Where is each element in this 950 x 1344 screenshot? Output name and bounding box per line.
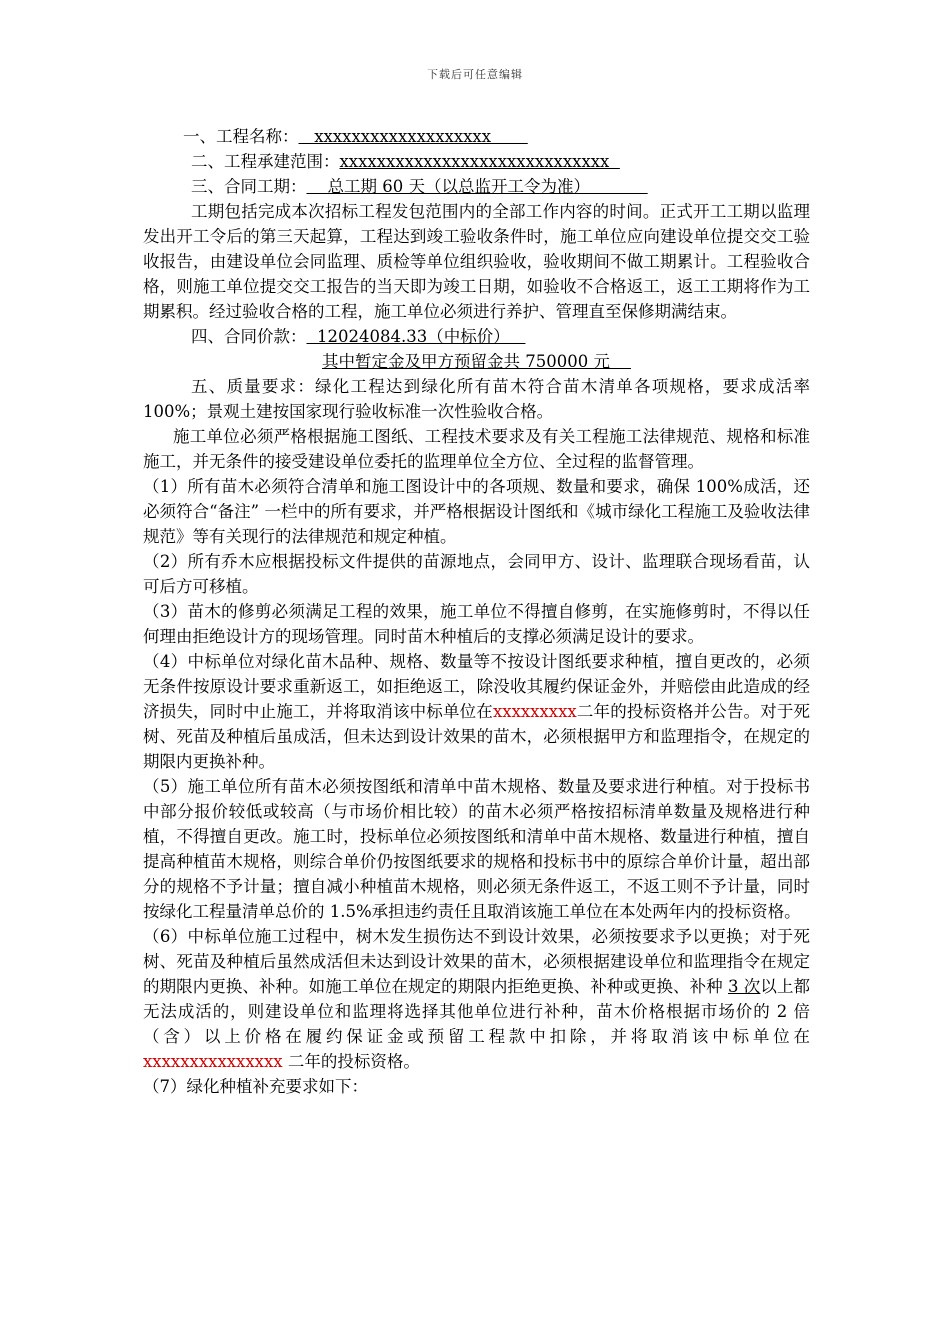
item-4-redacted-name: xxxxxxxxx: [492, 702, 577, 721]
item-4: [143, 649, 810, 774]
price-note: 其中暂定金及甲方预留金共 750000 元: [322, 352, 631, 371]
item-4-text-a: （4）中标单位对绿化苗木品种、规格、数量等不按设计图纸要求种植，擅自更改的，必须无条件按原设计要求重新返工，如拒绝返工，除没收其履约保证金外，并赔偿由此造成的经济损失，同时中止施工，并将取消该中标单位在: [143, 652, 810, 721]
price-note-line: [143, 349, 810, 374]
price-value: 12024084.33（中标价）: [306, 327, 526, 346]
scope-label: 二、工程承建范围：: [191, 152, 340, 171]
item-6-times: 3 次: [728, 977, 761, 996]
scope-line: [143, 149, 810, 174]
item-4-text-b: 二年的投标资格并公告。对于死树、死苗及种植后虽成活，但未达到设计效果的苗木，必须根据甲方和监理指令，在规定的期限内更换补种。: [143, 702, 811, 771]
price-label: 四、合同价款：: [191, 327, 307, 346]
general-paragraph: 施工单位必须严格根据施工图纸、工程技术要求及有关工程施工法律规范、规格和标准施工，并无条件的接受建设单位委托的监理单位全方位、全过程的监督管理。: [143, 427, 810, 471]
item-7: （7）绿化种植补充要求如下：: [143, 1077, 368, 1096]
item-6-text-b: 以上都无法成活的，则建设单位和监理将选择其他单位进行补种，苗木价格根据市场价的 2 倍（含）以上价格在履约保证金或预留工程款中扣除，并将取消该中标单位在: [143, 977, 810, 1046]
item-2: （2）所有乔木应根据投标文件提供的苗源地点，会同甲方、设计、监理联合现场看苗，认可后方可移植。: [143, 552, 810, 596]
document-body: [143, 124, 810, 1099]
period-paragraph: 工期包括完成本次招标工程发包范围内的全部工作内容的时间。正式开工工期以监理发出开工令后的第三天起算，工程达到竣工验收条件时，施工单位应向建设单位提交交工验收报告，由建设单位会同监理、质检等单位组织验收，验收期间不做工期累计。工程验收合格，则施工单位提交交工报告的当天即为竣工日期，如验收不合格返工，返工工期将作为工期累积。经过验收合格的工程，施工单位必须进行养护、管理直至保修期满结束。: [143, 202, 810, 321]
price-line: [143, 324, 810, 349]
period-value: 总工期 60 天（以总监开工令为准）: [306, 177, 648, 196]
item-6-text-c: 二年的投标资格。: [282, 1052, 420, 1071]
scope-value: xxxxxxxxxxxxxxxxxxxxxxxxxxxxx: [339, 152, 620, 171]
item-6: [143, 924, 810, 1074]
project-name-label: 一、工程名称：: [183, 127, 299, 146]
item-1: （1）所有苗木必须符合清单和施工图设计中的各项规、数量和要求，确保 100%成活，还必须符合“备注” 一栏中的所有要求，并严格根据设计图纸和《城市绿化工程施工及验收法律规范》等有关现行的法律规范和规定种植。: [143, 477, 810, 546]
period-line: [143, 174, 810, 199]
project-name-value: xxxxxxxxxxxxxxxxxxx: [298, 127, 528, 146]
period-label: 三、合同工期：: [191, 177, 307, 196]
page-header: 下载后可任意编辑: [427, 68, 523, 81]
project-name-line: [143, 124, 810, 149]
item-6-redacted-name: xxxxxxxxxxxxxxx: [143, 1052, 283, 1071]
item-5: （5）施工单位所有苗木必须按图纸和清单中苗木规格、数量及要求进行种植。对于投标书中部分报价较低或较高（与市场价相比较）的苗木必须严格按招标清单数量及规格进行种植，不得擅自更改。施工时，投标单位必须按图纸和清单中苗木规格、数量进行种植，擅自提高种植苗木规格，则综合单价仍按图纸要求的规格和投标书中的原综合单价计量，超出部分的规格不予计量；擅自减小种植苗木规格，则必须无条件返工，不返工则不予计量，同时按绿化工程量清单总价的 1.5%承担违约责任且取消该施工单位在本处两年内的投标资格。: [143, 777, 810, 921]
item-6-text-a: （6）中标单位施工过程中，树木发生损伤达不到设计效果，必须按要求予以更换；对于死树、死苗及种植后虽然成活但未达到设计效果的苗木，必须根据建设单位和监理指令在规定的期限内更换、补种。如施工单位在规定的期限内拒绝更换、补种或更换、补种: [143, 927, 810, 996]
quality-paragraph: 五、质量要求：绿化工程达到绿化所有苗木符合苗木清单各项规格，要求成活率 100%；景观土建按国家现行验收标准一次性验收合格。: [143, 377, 810, 421]
item-3: （3）苗木的修剪必须满足工程的效果，施工单位不得擅自修剪，在实施修剪时，不得以任何理由拒绝设计方的现场管理。同时苗木种植后的支撑必须满足设计的要求。: [143, 602, 810, 646]
